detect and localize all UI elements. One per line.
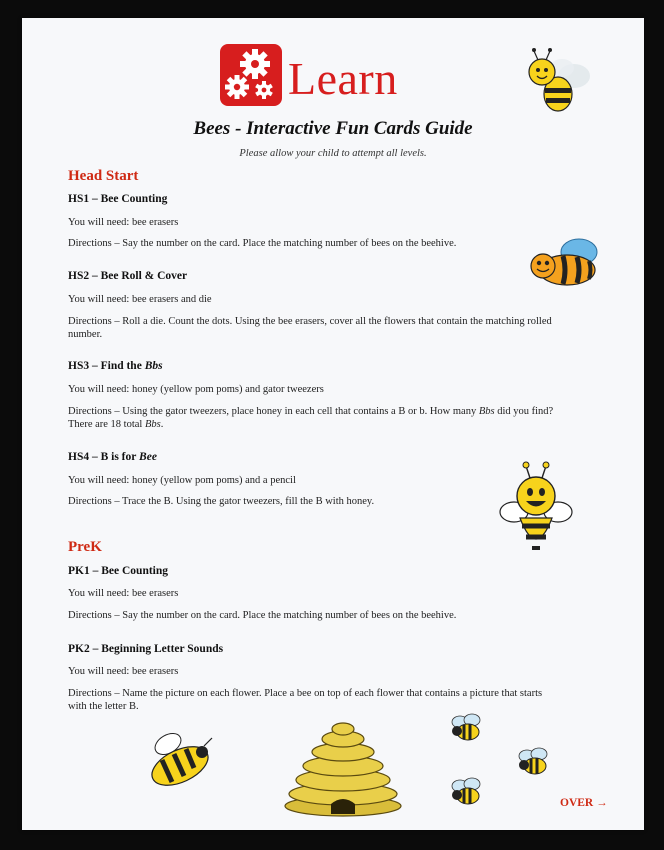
activity-directions: Directions – Name the picture on each flower. Place a bee on top of each flower that contains a picture that starts [68, 688, 543, 699]
activity-title-pk1: PK1 – Bee Counting [68, 565, 169, 577]
activity-directions-cont: There are 18 total Bbs. [68, 419, 164, 430]
bee-icon [512, 46, 592, 118]
activity-title-hs1: HS1 – Bee Counting [68, 193, 168, 205]
activity-directions-cont: with the letter B. [68, 701, 139, 712]
activity-title-hs4: HS4 – B is for Bee [68, 451, 157, 463]
bee-icon [517, 746, 551, 778]
activity-directions-cont: number. [68, 329, 103, 340]
arrow-right-icon: → [596, 797, 608, 809]
activity-directions: Directions – Say the number on the card. Place the matching number of bees on the beehive. [68, 238, 457, 249]
activity-materials: You will need: bee erasers [68, 217, 179, 228]
gears-icon [220, 44, 282, 106]
activity-materials: You will need: bee erasers [68, 588, 179, 599]
activity-title-pk2: PK2 – Beginning Letter Sounds [68, 643, 224, 655]
section-heading-prek: PreK [68, 539, 102, 555]
page-subtitle: Please allow your child to attempt all levels. [239, 148, 427, 159]
activity-title-hs3: HS3 – Find the Bbs [68, 360, 163, 372]
worksheet-page [22, 18, 644, 830]
activity-materials: You will need: bee erasers and die [68, 294, 212, 305]
activity-materials: You will need: bee erasers [68, 666, 179, 677]
over-link[interactable]: OVER → [560, 797, 608, 809]
page-title: Bees - Interactive Fun Cards Guide [193, 118, 473, 139]
activity-directions: Directions – Trace the B. Using the gator tweezers, fill the B with honey. [68, 496, 375, 507]
brand-name: Learn [288, 53, 398, 104]
bee-icon [450, 712, 484, 744]
activity-materials: You will need: honey (yellow pom poms) and a pencil [68, 475, 296, 486]
activity-directions: Directions – Using the gator tweezers, place honey in each cell that contains a B or b. How many Bbs did you find? [68, 406, 554, 417]
activity-materials: You will need: honey (yellow pom poms) and gator tweezers [68, 384, 324, 395]
section-heading-head-start: Head Start [68, 168, 139, 184]
bee-icon [144, 730, 216, 792]
activity-directions: Directions – Roll a die. Count the dots. Using the bee erasers, cover all the flowers that contain the matching rolled [68, 316, 552, 327]
activity-directions: Directions – Say the number on the card. Place the matching number of bees on the beehive. [68, 610, 457, 621]
bee-icon [496, 460, 576, 560]
bee-icon [527, 234, 607, 290]
activity-title-hs2: HS2 – Bee Roll & Cover [68, 270, 188, 282]
beehive-icon [282, 720, 404, 816]
bee-icon [450, 776, 484, 808]
logo [220, 44, 282, 106]
